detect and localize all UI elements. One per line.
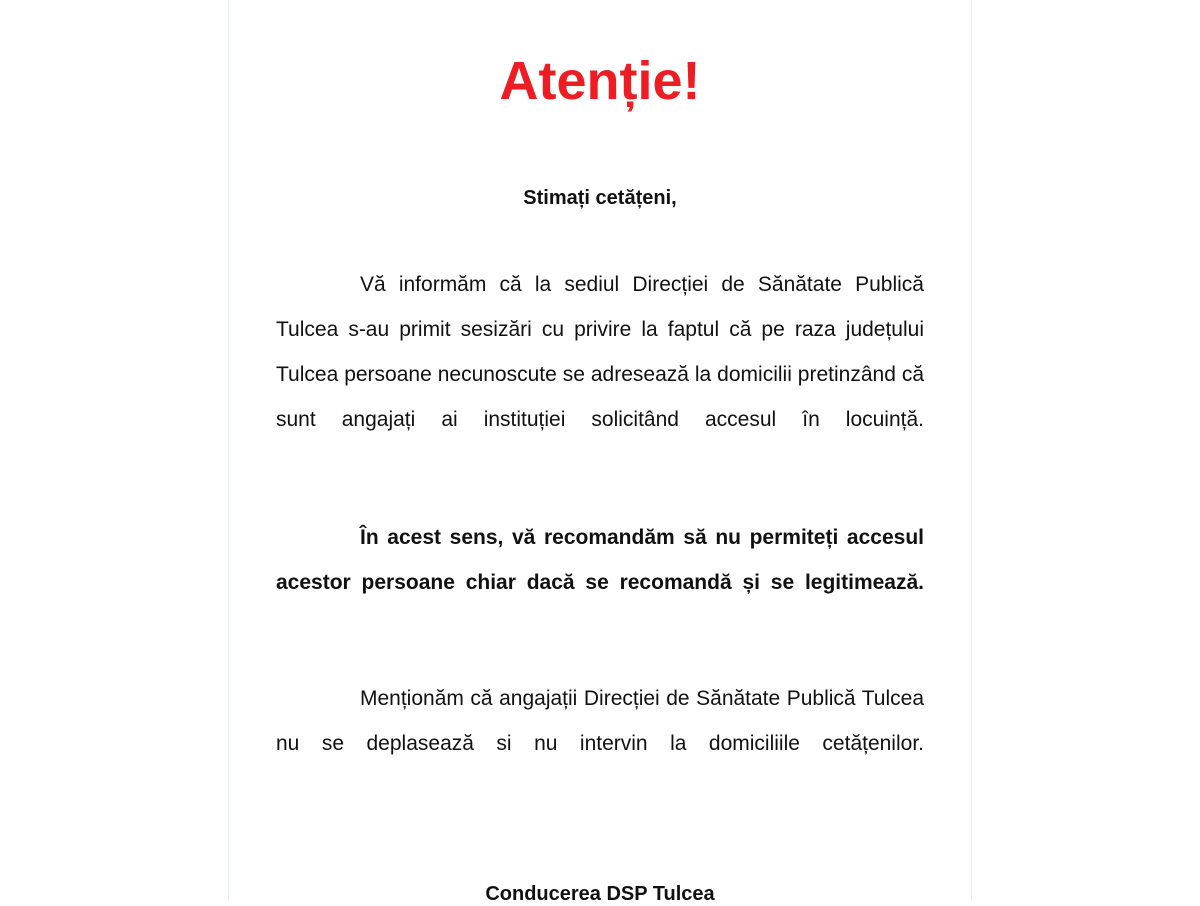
paragraph-2-recommendation: În acest sens, vă recomandăm să nu permiteți accesul acestor persoane chiar dacă se recomandă și se legitimează. (276, 526, 924, 595)
signature: Conducerea DSP Tulcea (485, 883, 715, 906)
salutation: Stimați cetățeni, (523, 187, 677, 210)
page-right-guide (971, 0, 972, 900)
paragraph-3-note: Menționăm că angajații Direcției de Sănătate Publică Tulcea nu se deplasează si nu intervin la domiciliile cetățenilor. (276, 687, 924, 756)
paragraph-1: Vă informăm că la sediul Direcției de Sănătate Publică Tulcea s-au primit sesizări cu privire la faptul că pe raza județului Tulcea persoane necunoscute se adresează la domicilii pretinzând că sunt angajați ai instituției solicitând accesul în locuință. (276, 273, 924, 432)
page-title: Atenție! (499, 51, 701, 111)
document-content (276, 0, 924, 906)
page-left-guide (228, 0, 229, 900)
